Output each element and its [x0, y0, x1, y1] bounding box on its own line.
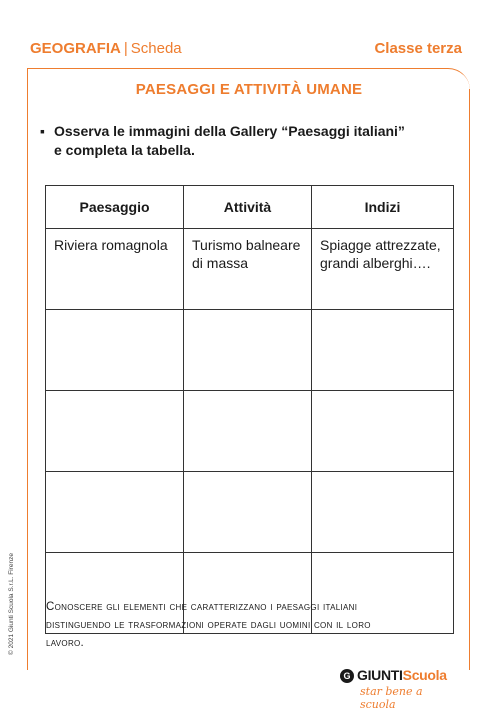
table-cell[interactable]	[46, 391, 184, 472]
table-cell[interactable]	[184, 310, 312, 391]
table-cell[interactable]	[184, 472, 312, 553]
copyright-text: © 2021 Giunti Scuola S.r.L. Firenze	[8, 553, 15, 655]
table-cell[interactable]	[312, 391, 454, 472]
table-cell[interactable]	[46, 472, 184, 553]
header-paesaggio: Paesaggio	[46, 186, 184, 229]
table-cell[interactable]	[184, 391, 312, 472]
logo-name-main: GIUNTI	[357, 667, 403, 683]
table-row	[46, 391, 454, 472]
grade-label: Classe terza	[374, 40, 462, 57]
logo-tagline: star bene a scuola	[360, 685, 423, 711]
table-cell[interactable]: Turismo balneare di massa	[184, 229, 312, 310]
page-title: PAESAGGI E ATTIVITÀ UMANE	[135, 81, 363, 98]
note-line-1: Conoscere gli elementi che caratterizzano i paesaggi italiani	[46, 601, 358, 613]
logo-name-accent: Scuola	[402, 667, 447, 683]
logo-g-icon: G	[340, 669, 354, 683]
table-row	[46, 472, 454, 553]
bullet-icon: ▪	[40, 123, 45, 139]
subject: GEOGRAFIA	[30, 40, 121, 57]
giunti-scuola-logo	[340, 665, 460, 711]
instruction-line-2: e completa la tabella.	[54, 142, 195, 158]
instruction-line-1: Osserva le immagini della Gallery “Paesaggi italiani”	[54, 123, 405, 139]
page-header	[30, 40, 462, 62]
sheet-kind: Scheda	[130, 40, 182, 57]
table-cell[interactable]	[312, 472, 454, 553]
subject-label	[30, 40, 182, 57]
instruction	[40, 122, 450, 160]
table-cell[interactable]: Riviera romagnola	[46, 229, 184, 310]
table-header-row	[46, 186, 454, 229]
table-row	[46, 310, 454, 391]
table-row	[46, 229, 454, 310]
table-cell[interactable]	[46, 310, 184, 391]
header-separator: |	[123, 40, 128, 57]
table-cell[interactable]: Spiagge attrezzate, grandi alberghi….	[312, 229, 454, 310]
logo-name	[357, 667, 447, 683]
table-cell[interactable]	[312, 310, 454, 391]
learning-objective	[46, 598, 456, 652]
landscape-table	[45, 185, 454, 634]
header-indizi: Indizi	[312, 186, 454, 229]
note-line-3: lavoro.	[46, 637, 85, 649]
note-line-2: distinguendo le trasformazioni operate dagli uomini con il loro	[46, 619, 371, 631]
header-attivita: Attività	[184, 186, 312, 229]
